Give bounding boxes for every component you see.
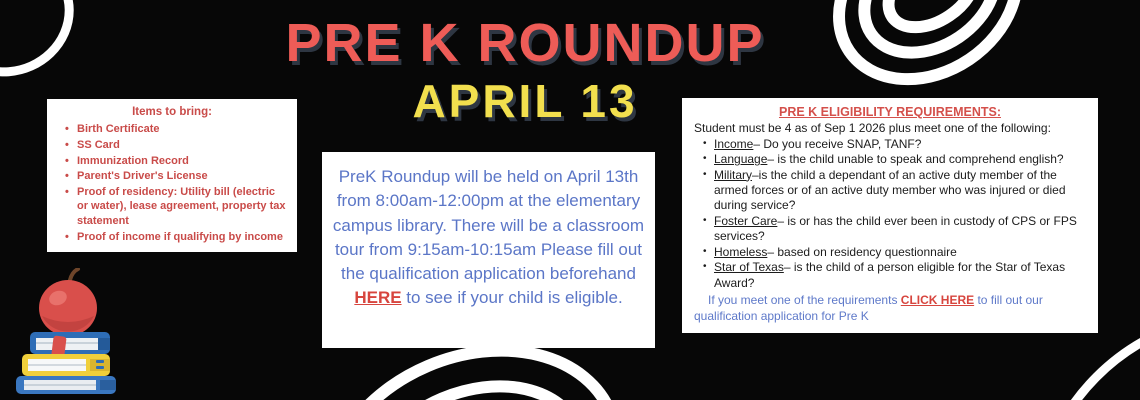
event-info-text-after: to see if your child is eligible.	[401, 288, 623, 308]
eligibility-item	[714, 152, 1086, 167]
event-info-text-before: PreK Roundup will be held on April 13th from 8:00am-12:00pm at the elementary campus library. There will be a classroom tour from 9:15am-10:15am Please fill out the qualification application beforehand	[332, 167, 645, 284]
footer-text-before: If you meet one of the requirements	[708, 293, 901, 308]
eligibility-item	[714, 168, 1086, 214]
eligibility-box	[682, 98, 1098, 333]
eligibility-footer	[694, 293, 1086, 324]
eligibility-keyword: Homeless	[714, 244, 768, 259]
eligibility-keyword: Language	[714, 152, 768, 167]
eligibility-item-text: – is the child unable to speak and comprehend english?	[767, 152, 1064, 167]
eligibility-keyword: Military	[714, 167, 752, 182]
apple-stem-icon	[70, 269, 78, 280]
bring-item	[77, 169, 287, 184]
eligibility-keyword: Star of Texas	[714, 260, 784, 275]
eligibility-item	[714, 137, 1086, 152]
items-to-bring-box	[47, 99, 297, 252]
eligibility-title: PRE K ELIGIBILITY REQUIREMENTS:	[778, 105, 1001, 119]
bring-item-label: Parent's Driver's License	[77, 170, 208, 183]
flyer-title: PRE K ROUNDUP	[285, 13, 765, 73]
bring-item	[77, 230, 287, 245]
flyer-date: APRIL 13	[412, 75, 638, 127]
eligibility-item-text: – is the child of a person eligible for the Star of Texas Award?	[714, 260, 1066, 290]
items-box-title: Items to bring:	[132, 106, 212, 118]
bring-item-label: Proof of residency: Utility bill (electric or water), lease agreement, property tax statement	[77, 185, 286, 228]
eligibility-list	[694, 137, 1086, 292]
footer-text-after: to fill out our qualification application for Pre K	[694, 293, 1043, 323]
eligibility-item	[714, 260, 1086, 291]
eligibility-item-text: – based on residency questionnaire	[767, 244, 957, 259]
items-to-bring-list	[57, 122, 287, 244]
event-info-box	[322, 152, 655, 348]
click-here-link[interactable]: CLICK HERE	[900, 293, 975, 308]
eligibility-keyword: Income	[714, 136, 754, 151]
eligibility-item	[714, 214, 1086, 245]
here-link[interactable]: HERE	[354, 288, 402, 308]
eligibility-item	[714, 245, 1086, 260]
scribble-top-left	[0, 0, 88, 91]
eligibility-keyword: Foster Care	[714, 213, 778, 228]
eligibility-item-text: – is or has the child ever been in custody of CPS or FPS services?	[714, 213, 1077, 244]
eligibility-item-text: –is the child a dependant of an active duty member of the armed forces or of an active duty member who was injured or died during service?	[714, 167, 1066, 213]
bring-item	[77, 122, 287, 137]
book-middle-yellow	[22, 354, 110, 376]
bring-item-label: Immunization Record	[77, 154, 189, 167]
bring-item-label: SS Card	[77, 138, 120, 151]
bring-item	[77, 185, 287, 229]
bring-item-label: Birth Certificate	[77, 123, 160, 136]
book-bottom-blue	[16, 376, 116, 394]
apple-books-illustration	[12, 268, 130, 394]
eligibility-intro: Student must be 4 as of Sep 1 2026 plus meet one of the following:	[694, 121, 1051, 136]
bring-item-label: Proof of income if qualifying by income	[77, 230, 283, 243]
bring-item	[77, 154, 287, 169]
eligibility-item-text: – Do you receive SNAP, TANF?	[753, 136, 922, 151]
bring-item	[77, 138, 287, 153]
